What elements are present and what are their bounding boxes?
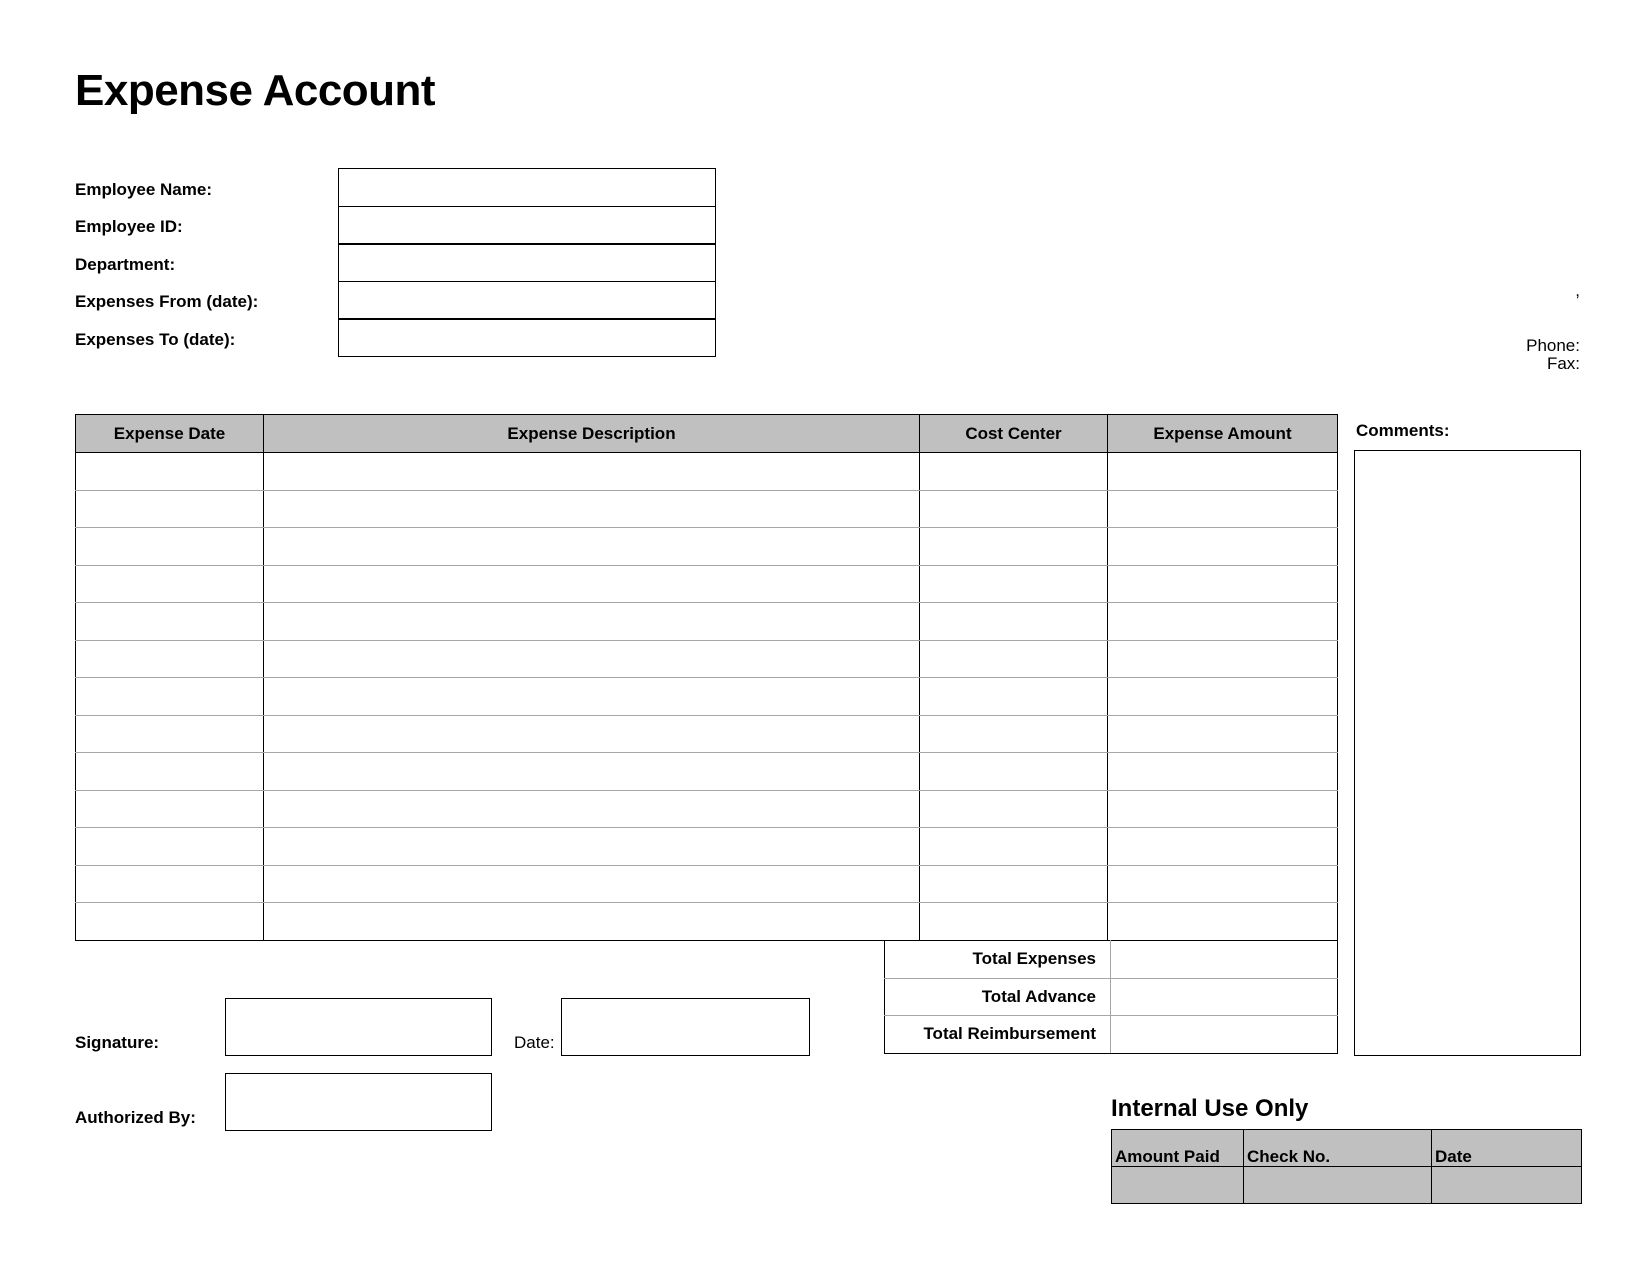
expense-row: [76, 490, 1338, 528]
expense-description-cell[interactable]: [264, 715, 920, 753]
expense-date-cell[interactable]: [76, 715, 264, 753]
expense-date-cell[interactable]: [76, 490, 264, 528]
expense-row: [76, 790, 1338, 828]
company-address-comma: ,: [1575, 281, 1580, 300]
total-reimbursement-value[interactable]: [1111, 1016, 1338, 1054]
expense-description-cell[interactable]: [264, 453, 920, 491]
expense-amount-cell[interactable]: [1108, 753, 1338, 791]
cost-center-cell[interactable]: [920, 753, 1108, 791]
expenses-from-label: Expenses From (date):: [75, 292, 259, 311]
expense-amount-cell[interactable]: [1108, 715, 1338, 753]
signature-date-field[interactable]: [561, 998, 810, 1056]
employee-name-label: Employee Name:: [75, 180, 212, 199]
total-expenses-label: Total Expenses: [885, 941, 1111, 979]
company-fax-label: Fax:: [1546, 354, 1580, 373]
expense-date-cell[interactable]: [76, 753, 264, 791]
employee-name-field[interactable]: [338, 168, 716, 207]
total-advance-row: [885, 978, 1338, 1016]
department-field[interactable]: [338, 243, 716, 282]
total-advance-value[interactable]: [1111, 978, 1338, 1016]
expense-description-cell[interactable]: [264, 565, 920, 603]
employee-id-field[interactable]: [338, 206, 716, 245]
expense-amount-cell[interactable]: [1108, 828, 1338, 866]
expense-row: [76, 565, 1338, 603]
cost-center-header: Cost Center: [920, 415, 1108, 453]
cost-center-cell[interactable]: [920, 565, 1108, 603]
expense-description-cell[interactable]: [264, 678, 920, 716]
expenses-from-field[interactable]: [338, 281, 716, 320]
internal-date-header: Date: [1432, 1130, 1582, 1167]
totals-table: [884, 940, 1338, 1054]
expense-date-cell[interactable]: [76, 790, 264, 828]
expense-description-cell[interactable]: [264, 490, 920, 528]
expense-row: [76, 903, 1338, 941]
expense-date-header: Expense Date: [76, 415, 264, 453]
expense-description-cell[interactable]: [264, 528, 920, 566]
comments-label: Comments:: [1356, 421, 1450, 440]
total-reimbursement-label: Total Reimbursement: [885, 1016, 1111, 1054]
total-advance-label: Total Advance: [885, 978, 1111, 1016]
cost-center-cell[interactable]: [920, 790, 1108, 828]
cost-center-cell[interactable]: [920, 453, 1108, 491]
cost-center-cell[interactable]: [920, 490, 1108, 528]
expense-amount-cell[interactable]: [1108, 865, 1338, 903]
expense-date-cell[interactable]: [76, 603, 264, 641]
expense-amount-cell[interactable]: [1108, 565, 1338, 603]
expense-row: [76, 678, 1338, 716]
expense-date-cell[interactable]: [76, 528, 264, 566]
expense-row: [76, 865, 1338, 903]
comments-field[interactable]: [1354, 450, 1581, 1056]
expense-description-cell[interactable]: [264, 603, 920, 641]
total-expenses-value[interactable]: [1111, 941, 1338, 979]
total-expenses-row: [885, 941, 1338, 979]
expense-amount-cell[interactable]: [1108, 790, 1338, 828]
check-no-header: Check No.: [1244, 1130, 1432, 1167]
expense-date-cell[interactable]: [76, 678, 264, 716]
company-phone-label: Phone:: [1526, 336, 1580, 355]
page-title: Expense Account: [75, 66, 436, 115]
amount-paid-header: Amount Paid: [1112, 1130, 1244, 1167]
expense-table-body: [76, 453, 1338, 941]
authorized-by-field[interactable]: [225, 1073, 492, 1131]
expense-row: [76, 715, 1338, 753]
cost-center-cell[interactable]: [920, 640, 1108, 678]
expense-row: [76, 603, 1338, 641]
expense-row: [76, 753, 1338, 791]
cost-center-cell[interactable]: [920, 603, 1108, 641]
expense-amount-header: Expense Amount: [1108, 415, 1338, 453]
internal-use-table: [1111, 1129, 1582, 1204]
signature-date-label: Date:: [514, 1033, 555, 1052]
expense-description-cell[interactable]: [264, 903, 920, 941]
expense-description-cell[interactable]: [264, 790, 920, 828]
expense-date-cell[interactable]: [76, 640, 264, 678]
expense-description-cell[interactable]: [264, 828, 920, 866]
expense-description-cell[interactable]: [264, 753, 920, 791]
expense-date-cell[interactable]: [76, 865, 264, 903]
expense-date-cell[interactable]: [76, 453, 264, 491]
expense-amount-cell[interactable]: [1108, 678, 1338, 716]
cost-center-cell[interactable]: [920, 715, 1108, 753]
total-reimbursement-row: [885, 1016, 1338, 1054]
expense-amount-cell[interactable]: [1108, 528, 1338, 566]
expense-amount-cell[interactable]: [1108, 603, 1338, 641]
expense-amount-cell[interactable]: [1108, 640, 1338, 678]
employee-id-label: Employee ID:: [75, 217, 183, 236]
expense-date-cell[interactable]: [76, 903, 264, 941]
department-label: Department:: [75, 255, 176, 274]
expense-row: [76, 828, 1338, 866]
check-no-field[interactable]: [1244, 1167, 1432, 1204]
signature-label: Signature:: [75, 1033, 160, 1052]
expense-amount-cell[interactable]: [1108, 453, 1338, 491]
expense-row: [76, 528, 1338, 566]
signature-field[interactable]: [225, 998, 492, 1056]
expense-row: [76, 640, 1338, 678]
cost-center-cell[interactable]: [920, 865, 1108, 903]
cost-center-cell[interactable]: [920, 903, 1108, 941]
expense-table: [75, 414, 1338, 941]
internal-date-field[interactable]: [1432, 1167, 1582, 1204]
expense-description-header: Expense Description: [264, 415, 920, 453]
internal-use-title: Internal Use Only: [1111, 1095, 1309, 1122]
expenses-to-label: Expenses To (date):: [75, 330, 236, 349]
cost-center-cell[interactable]: [920, 828, 1108, 866]
expense-description-cell[interactable]: [264, 865, 920, 903]
expense-amount-cell[interactable]: [1108, 903, 1338, 941]
amount-paid-field[interactable]: [1112, 1167, 1244, 1204]
cost-center-cell[interactable]: [920, 678, 1108, 716]
expense-description-cell[interactable]: [264, 640, 920, 678]
expense-date-cell[interactable]: [76, 565, 264, 603]
authorized-by-label: Authorized By:: [75, 1108, 196, 1127]
expenses-to-field[interactable]: [338, 318, 716, 357]
expense-amount-cell[interactable]: [1108, 490, 1338, 528]
cost-center-cell[interactable]: [920, 528, 1108, 566]
expense-row: [76, 453, 1338, 491]
expense-date-cell[interactable]: [76, 828, 264, 866]
